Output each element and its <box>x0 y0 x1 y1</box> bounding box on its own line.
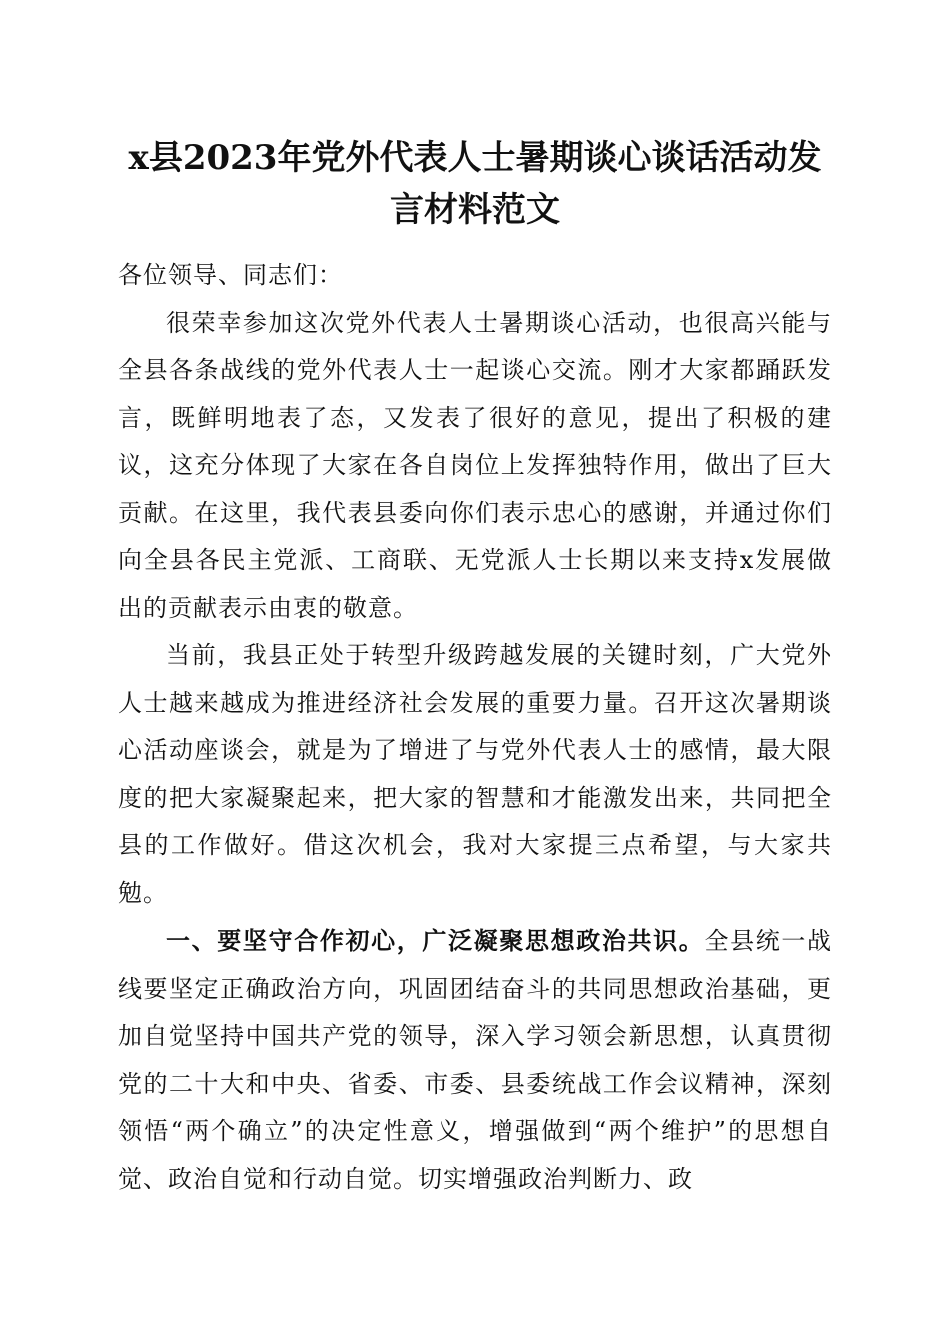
section-1-heading: 一、要坚守合作初心，广泛凝聚思想政治共识。 <box>166 926 705 955</box>
paragraph-2: 当前，我县正处于转型升级跨越发展的关键时刻，广大党外人士越来越成为推进经济社会发展的重要力量。召开这次暑期谈心活动座谈会，就是为了增进了与党外代表人士的感情，最大限度的把大家凝聚起来，把大家的智慧和才能激发出来，共同把全县的工作做好。借这次机会，我对大家提三点希望，与大家共勉。 <box>118 641 832 907</box>
title-line-1: x县2023年党外代表人士暑期谈心谈话活动发 <box>128 138 822 178</box>
section-1-paragraph <box>118 917 832 1203</box>
document-body <box>118 252 832 1203</box>
section-1-text: 全县统一战线要坚定正确政治方向，巩固团结奋斗的共同思想政治基础，更加自觉坚持中国共产党的领导，深入学习领会新思想，认真贯彻党的二十大和中央、省委、市委、县委统战工作会议精神，深刻领悟“两个确立”的决定性意义，增强做到“两个维护”的思想自觉、政治自觉和行动自觉。切实增强政治判断力、政 <box>118 927 833 1193</box>
title-line-2: 言材料范文 <box>390 190 560 230</box>
document-title <box>100 132 850 236</box>
salutation: 各位领导、同志们： <box>118 261 343 289</box>
paragraph-1: 很荣幸参加这次党外代表人士暑期谈心活动，也很高兴能与全县各条战线的党外代表人士一起谈心交流。刚才大家都踊跃发言，既鲜明地表了态，又发表了很好的意见，提出了积极的建议，这充分体现了大家在各自岗位上发挥独特作用，做出了巨大贡献。在这里，我代表县委向你们表示忠心的感谢，并通过你们向全县各民主党派、工商联、无党派人士长期以来支持x发展做出的贡献表示由衷的敬意。 <box>118 308 832 622</box>
